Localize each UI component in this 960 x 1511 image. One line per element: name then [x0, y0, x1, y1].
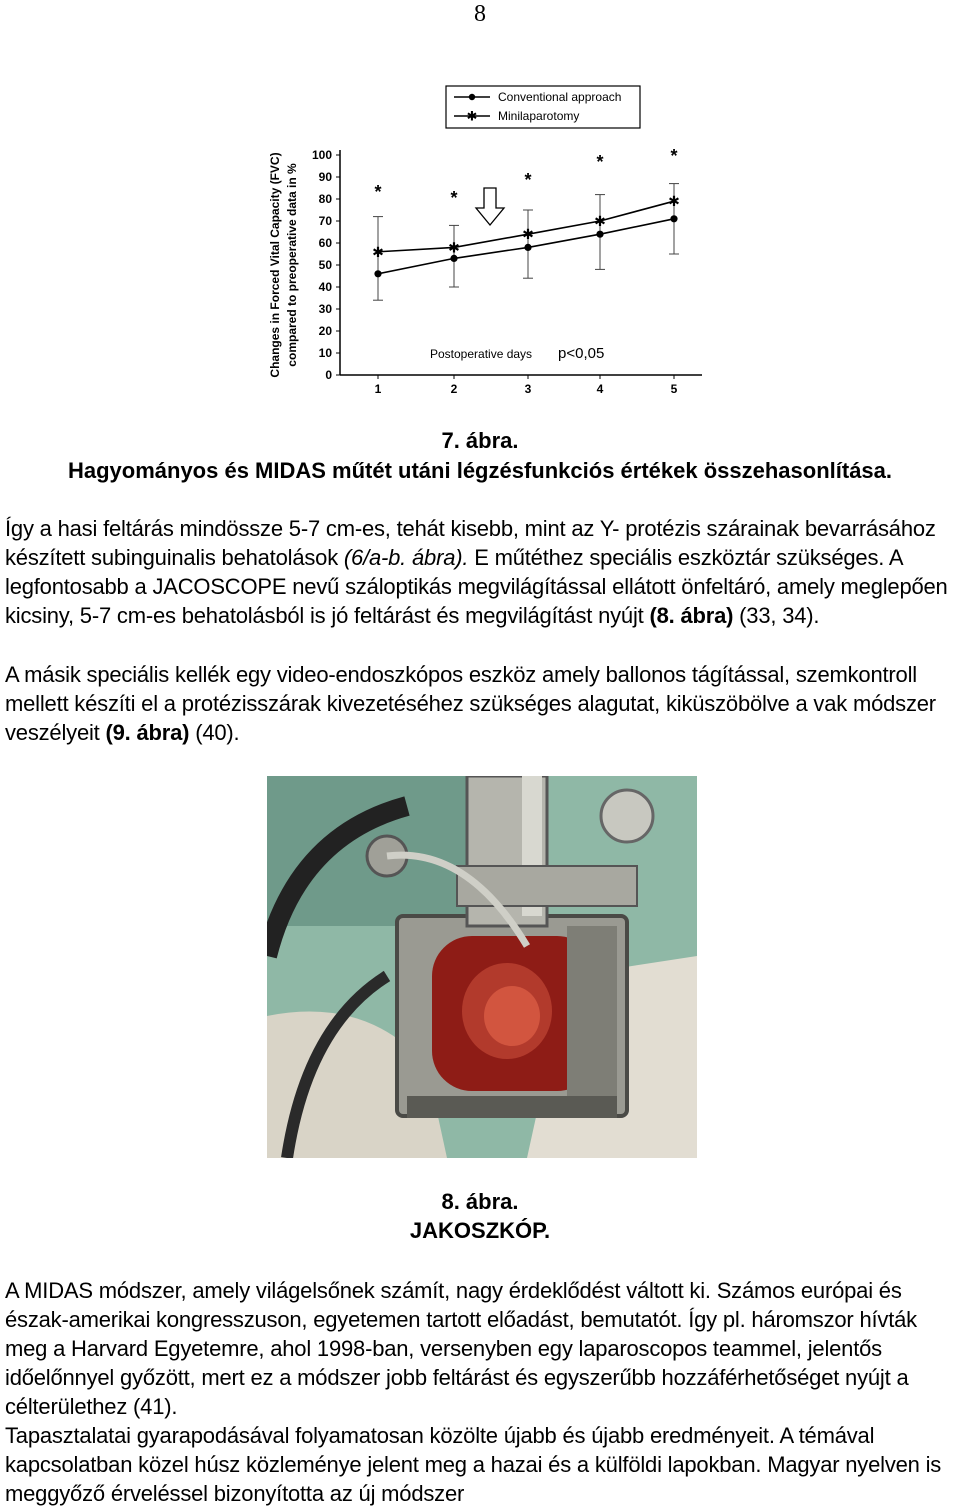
significance-mark: *: [670, 146, 678, 166]
x-tick-label: 4: [596, 382, 604, 396]
y-tick-label: 40: [318, 280, 332, 294]
data-point-conventional: [670, 215, 677, 222]
data-point-minilaparotomy: ✱: [668, 193, 680, 210]
paragraph-2: A másik speciális kellék egy video-endoszkópos eszköz amely ballonos tágítással, szemkontroll mellett készíti el a protézisszárak kivezetéséhez szükséges alagutat, kiküszöbölve a vak módszer veszélyeit (9. ábra) (40).: [5, 662, 936, 745]
legend-minilaparotomy: Minilaparotomy: [498, 109, 580, 123]
x-tick-label: 2: [450, 382, 458, 396]
significance-mark: *: [450, 188, 458, 208]
legend-conventional: Conventional approach: [498, 90, 622, 104]
paragraph-4: Tapasztalatai gyarapodásával folyamatosan közölte újabb és újabb eredményeit. A témával kapcsolatban közel húsz közleménye jelent meg a hazai és a külföldi lapokban. Magyar nyelven is meggyőző érveléssel bizonyította az új módszer: [5, 1423, 942, 1506]
significance-mark: *: [596, 152, 604, 172]
y-tick-label: 100: [311, 148, 332, 162]
svg-text:✱: ✱: [466, 108, 478, 124]
x-tick-label: 3: [524, 382, 532, 396]
p-value-annotation: p<0,05: [558, 345, 605, 362]
series-lines: [372, 193, 680, 277]
y-tick-label: 20: [318, 324, 332, 338]
figure7-caption-number: 7. ábra.: [441, 428, 519, 453]
figure-ref-8: (8. ábra): [649, 603, 734, 628]
figure-ref-6ab: (6/a-b. ábra).: [343, 545, 469, 570]
data-point-minilaparotomy: ✱: [522, 226, 534, 243]
y-tick-label: 30: [318, 302, 332, 316]
x-axis-label: Postoperative days: [430, 347, 533, 361]
x-tick-label: 1: [374, 382, 382, 396]
figure8-caption-title: JAKOSZKÓP.: [409, 1218, 551, 1243]
jacoscope-photo: [267, 776, 697, 1158]
y-tick-label: 50: [318, 258, 332, 272]
y-tick-label: 0: [325, 368, 332, 382]
significance-mark: *: [374, 182, 382, 202]
data-point-minilaparotomy: ✱: [594, 213, 606, 229]
y-axis-label-line1: Changes in Forced Vital Capacity (FVC): [268, 152, 282, 378]
data-point-minilaparotomy: ✱: [372, 243, 384, 260]
data-point-conventional: [450, 255, 457, 262]
data-point-minilaparotomy: ✱: [448, 239, 460, 256]
y-tick-labels: [312, 148, 332, 382]
down-arrow-icon: [476, 188, 504, 225]
data-point-conventional: [374, 270, 381, 277]
y-tick-label: 80: [318, 192, 332, 206]
paragraph-1: Így a hasi feltárás mindössze 5-7 cm-es, tehát kisebb, mint az Y- protézis szárainak bevarrásához készített subinguinalis behatolások (6/a-b. ábra). E műtéthez speciális eszköztár szükséges. A legfontosabb a JACOSCOPE nevű száloptikás megvilágítással ellátott önfeltáró, amely meglepően kicsiny, 5-7 cm-es behatolásból is jó feltárást és megvilágítást nyújt (8. ábra) (33, 34).: [5, 516, 948, 628]
chart-axes: [336, 150, 702, 379]
y-tick-label: 90: [318, 170, 332, 184]
figure8-caption-number: 8. ábra.: [441, 1189, 519, 1214]
y-tick-label: 10: [318, 346, 332, 360]
y-axis-label-line2: compared to preoperative data in %: [285, 163, 299, 367]
significance-mark: *: [524, 170, 532, 190]
x-tick-label: 5: [670, 382, 678, 396]
figure7-caption-title: Hagyományos és MIDAS műtét utáni légzésfunkciós értékek összehasonlítása.: [67, 458, 893, 483]
paragraph-3: A MIDAS módszer, amely világelsőnek számít, nagy érdeklődést váltott ki. Számos európai és észak-amerikai kongresszuson, egyetemen tartott előadást, bemutatót. Így pl. háromszor hívták meg a Harvard Egyetemre, ahol 1998-ban, versenyben egy laparoscopos teammel, jelentős időelőnnyel győzött, mert ez a módszer jobb feltárást és egyszerűbb hozzáférhetőséget nyújt a célterülethez (41).: [5, 1278, 917, 1419]
x-tick-labels: [375, 382, 678, 396]
significance-marks: [374, 146, 677, 208]
fvc-line-chart: [262, 80, 712, 400]
chart-legend: [446, 86, 640, 128]
page-number: 8: [474, 1, 486, 27]
figure-ref-9: (9. ábra): [105, 720, 190, 745]
data-point-conventional: [524, 244, 531, 251]
y-tick-label: 70: [318, 214, 332, 228]
data-point-conventional: [596, 231, 603, 238]
y-tick-label: 60: [318, 236, 332, 250]
